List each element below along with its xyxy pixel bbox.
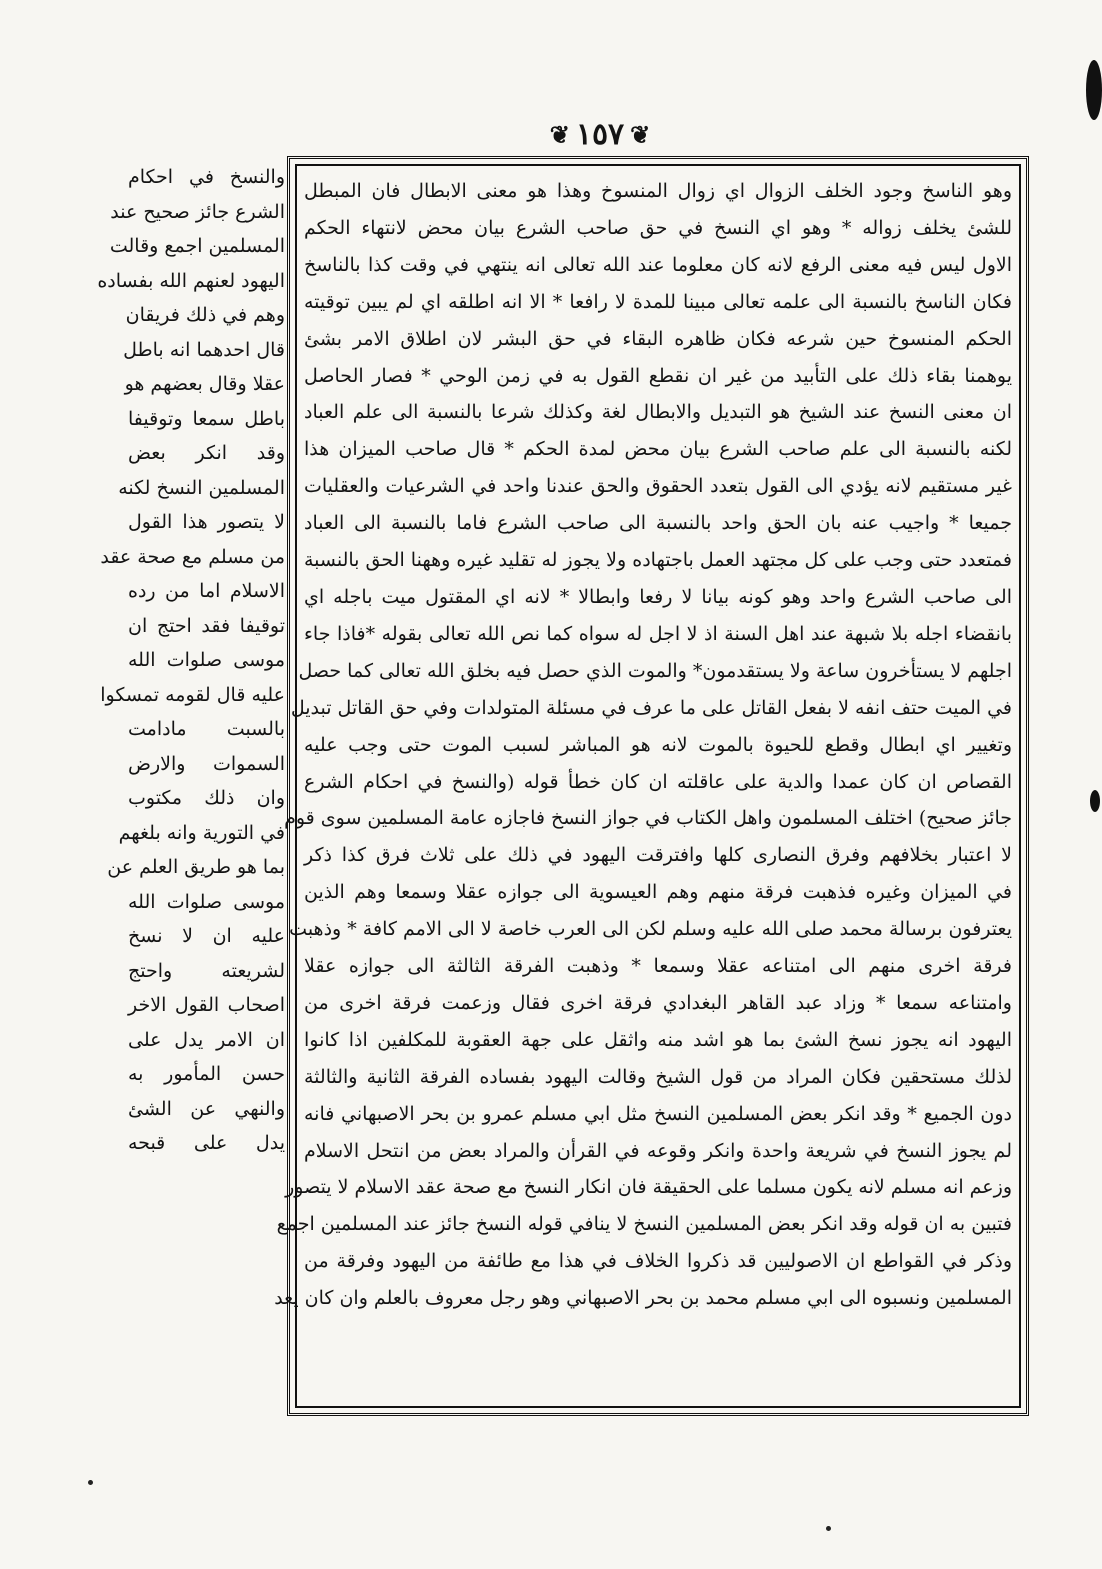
text-line: يعترفون برسالة محمد صلى الله عليه وسلم لكن الى العرب خاصة لا الى الامم كافة * وذهبت [289, 918, 1012, 941]
text-line: لذلك مستحقين فكان المراد من قول الشيخ وقالت اليهود بفساده الفرقة الثانية والثالثة [304, 1065, 1012, 1088]
text-line: الاول ليس فيه معنى الرفع لانه كان معلوما عند الله تعالى انه ينتهي في وقت كذا بالناسخ [304, 253, 1012, 276]
text-line: ان معنى النسخ عند الشيخ هو التبديل والابطال لغة وكذلك شرعا بالنسبة الى علم العباد [304, 401, 1012, 424]
edge-ink-mark [1090, 790, 1100, 812]
margin-line: الشرع جائز صحيح عند [110, 200, 285, 223]
margin-line: والنهي عن الشئ [128, 1097, 285, 1120]
margin-line: السموات والارض [128, 752, 285, 775]
text-line: يوهمنا بقاء ذلك على التأبيد من غير ان نقطع القول به في زمن الوحي * فصار الحاصل [304, 364, 1012, 387]
margin-line: المسلمين اجمع وقالت [109, 235, 285, 257]
text-line: فكان الناسخ بالنسبة الى علمه تعالى مبينا للمدة لا رافعا * الا انه اطلقه اي لم يبين توقيته [304, 290, 1012, 313]
text-line: دون الجميع * وقد انكر بعض المسلمين النسخ مثل ابي مسلم عمرو بن بحر الاصبهاني فانه [304, 1102, 1012, 1125]
edge-ink-mark [1086, 60, 1102, 120]
ink-speck [826, 1526, 831, 1531]
margin-line: باطل سمعا وتوقيفا [128, 407, 285, 430]
margin-line: ان الامر يدل على [128, 1028, 285, 1051]
text-line: المسلمين ونسبوه الى ابي مسلم محمد بن بحر الاصبهاني وهو رجل معروف بالعلم وان كان يعد [274, 1287, 1012, 1310]
text-line: الى صاحب الشرع واحد وهو كونه بيانا لا رفعا وابطالا * لانه اي المقتول ميت باجله اي [304, 585, 1012, 608]
margin-line: قال احدهما انه باطل [123, 338, 285, 361]
margin-line: والنسخ في احكام [128, 166, 285, 188]
text-line: اليهود انه يجوز نسخ الشئ بما هو اشد منه واثقل على جهة العقوبة للمكلفين اذا كانوا [304, 1028, 1012, 1051]
main-commentary-text [274, 173, 1012, 1399]
text-line: فتبين به ان قوله وقد انكر بعض المسلمين النسخ لا ينافي قوله النسخ جائز عند المسلمين اجمع [276, 1213, 1012, 1236]
text-line: الحكم المنسوخ حين شرعه فكان ظاهره البقاء في حق البشر لان اطلاق الامر بشئ [304, 327, 1012, 350]
margin-commentary [97, 160, 285, 1320]
text-line: غير مستقيم لانه يؤدي الى القول بتعدد الحقوق والحق عندنا واحد في الشرعيات والعقليات [304, 475, 1012, 498]
margin-line: لشريعته واحتج [128, 959, 285, 982]
text-line: القصاص ان كان عمدا والدية على عاقلته ان كان خطأ قوله (والنسخ في احكام الشرع [304, 770, 1012, 793]
margin-line: اليهود لعنهم الله بفساده [97, 269, 285, 292]
text-line: لم يجوز النسخ في شريعة واحدة وانكر وقوعه في القرأن والمراد بعض من انتحل الاسلام [304, 1139, 1012, 1162]
margin-line: اصحاب القول الاخر [128, 994, 285, 1016]
margin-line: عليه قال لقومه تمسكوا [100, 683, 285, 706]
ink-speck [88, 1480, 93, 1485]
text-line: وذكر في القواطع ان الاصوليين قد ذكروا الخلاف في هذا مع طائفة من اليهود وفرقة من [304, 1250, 1012, 1273]
margin-line: وقد انكر بعض [128, 442, 285, 464]
text-line: في الميت حتف انفه لا بفعل القاتل على ما عرف في مسئلة المتولدات وفي حق القاتل تبديل [290, 696, 1012, 719]
margin-line: وان ذلك مكتوب [128, 787, 285, 809]
margin-line: يدل على قبحه [128, 1132, 285, 1154]
margin-line: عليه ان لا نسخ [128, 925, 285, 947]
text-line: وامتناعه سمعا * وزاد عبد القاهر البغدادي فرقة اخرى فقال وزعمت فرقة اخرى من [304, 991, 1012, 1014]
text-line: اجلهم لا يستأخرون ساعة ولا يستقدمون* والموت الذي حصل فيه بخلق الله تعالى كما حصل [298, 659, 1012, 682]
margin-line: توقيفا فقد احتج ان [128, 614, 285, 637]
margin-line: لا يتصور هذا القول [128, 511, 285, 533]
text-line: جميعا * واجيب عنه بان الحق واحد بالنسبة الى صاحب الشرع فاما بالنسبة الى العباد [304, 512, 1012, 535]
margin-line: في التورية وانه بلغهم [118, 821, 285, 844]
margin-line: من مسلم مع صحة عقد [100, 545, 285, 568]
page-number [520, 112, 680, 156]
text-line: لكنه بالنسبة الى علم صاحب الشرع بيان محض لمدة الحكم * قال صاحب الميزان هذا [304, 438, 1012, 461]
margin-line: بما هو طريق العلم عن [107, 856, 285, 878]
margin-line: عقلا وقال بعضهم هو [124, 373, 285, 395]
main-text-frame [274, 156, 1029, 1416]
text-line: فرقة اخرى منهم الى امتناعه عقلا وسمعا * وذهبت الفرقة الثالثة الى جوازه عقلا [304, 955, 1012, 978]
ornament-right: ❦ [630, 119, 651, 149]
text-line: بانقضاء اجله بلا شبهة عند اهل السنة اذ لا اجل له سواه كما نص الله تعالى بقوله *فاذا جاء [304, 622, 1012, 645]
margin-line: الاسلام اما من رده [128, 580, 285, 602]
margin-line: موسى صلوات الله [128, 649, 285, 671]
page-number-text: ١٥٧ [575, 116, 625, 152]
text-line: فمتعدد حتى وجب على كل مجتهد العمل باجتهاده ولا يجوز له تقليد غيره وههنا الحق بالنسبة [304, 549, 1012, 572]
text-line: لا اعتبار بخلافهم وفرق النصارى كلها وافترقت اليهود في ذلك على ثلاث فرق كذا ذكر [304, 844, 1012, 867]
text-line: جائز صحيح) اختلف المسلمون واهل الكتاب في جواز النسخ فاجازه عامة المسلمين سوى قوم [284, 807, 1012, 830]
margin-line: بالسبت مادامت [128, 718, 285, 740]
margin-line: وهم في ذلك فريقان [125, 304, 285, 326]
text-line: في الميزان وغيره فذهبت فرقة منهم وهم العيسوية الى جوازه عقلا وسمعا وهم الذين [304, 881, 1012, 904]
margin-line: موسى صلوات الله [128, 890, 285, 913]
text-line: للشئ يخلف زواله * وهو اي النسخ في حق صاحب الشرع بيان محض لانتهاء الحكم [304, 216, 1012, 239]
margin-line: حسن المأمور به [128, 1063, 285, 1085]
text-line: وزعم انه مسلم لانه يكون مسلما على الحقيقة فان انكار النسخ مع صحة عقد الاسلام لا يتصور [285, 1176, 1012, 1199]
text-line: وهو الناسخ وجود الخلف الزوال اي زوال المنسوخ وهذا هو معنى الابطال فان المبطل [304, 180, 1012, 202]
ornament-left: ❦ [549, 119, 570, 149]
text-line: وتغيير اي ابطال وقطع للحيوة بالموت لانه هو المباشر لسبب الموت حتى وجب عليه [304, 733, 1012, 756]
margin-line: المسلمين النسخ لكنه [118, 476, 285, 499]
